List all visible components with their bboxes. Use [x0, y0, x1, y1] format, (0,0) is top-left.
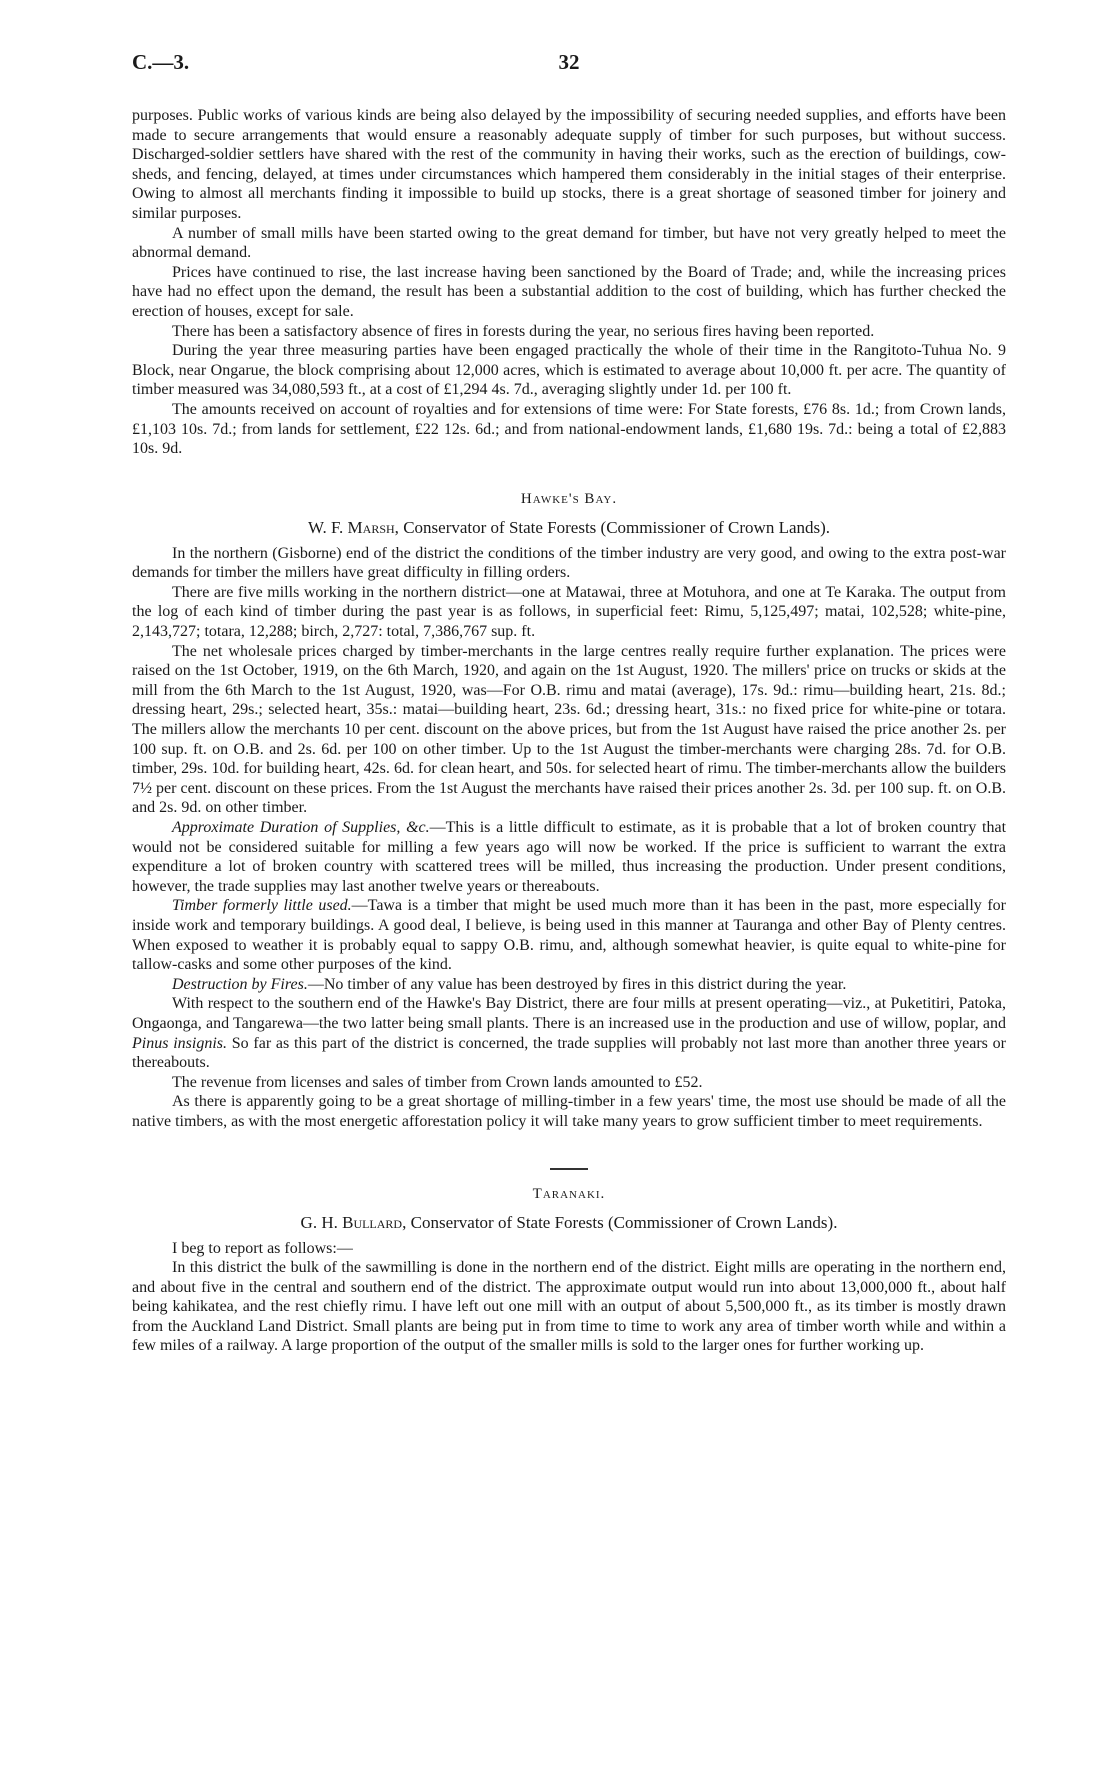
paragraph: The net wholesale prices charged by timber-merchants in the large centres really require further explanation. The prices were raised on the 1st October, 1919, on the 6th March, 1920, and again on the 1st August, 1920. The millers' price on trucks or skids at the mill from the 6th March to the 1st August, 1920, was—For O.B. rimu and matai (average), 17s. 9d.: rimu—building heart, 21s. 8d.; dressing heart, 29s.; selected heart, 35s.: matai—building heart, 23s. 6d.; dressing heart, 31s.: no fixed price for white-pine or totara. The millers allow the merchants 10 per cent. discount on the above prices, but from the 1st August have raised the price another 2s. per 100 sup. ft. on O.B. and 2s. 6d. per 100 on other timber. Up to the 1st August the timber-merchants were charging 28s. 7d. for O.B. timber, 29s. 10d. for building heart, 42s. 6d. for clean heart, and 50s. for selected heart of rimu. The timber-merchants allow the builders 7½ per cent. discount on these prices. From the 1st August the merchants have raised their prices another 2s. 3d. per 100 sup. ft. on O.B. and 2s. 9d. on other timber. [132, 642, 1006, 817]
subheading-supplies: Approximate Duration of Supplies, &c. [172, 819, 430, 836]
officer-title: Conservator of State Forests (Commissioner of Crown Lands). [398, 517, 831, 537]
section-heading: Taranaki. [532, 1185, 606, 1202]
paragraph: In the northern (Gisborne) end of the district the conditions of the timber industry are very good, and owing to the extra post-war demands for timber the millers have great difficulty in filling orders. [132, 544, 1006, 582]
subheading-fires: Destruction by Fires. [172, 975, 308, 993]
paragraph [132, 975, 1006, 995]
officer-line [132, 1213, 1006, 1233]
officer-title: Conservator of State Forests (Commissioner of Crown Lands). [406, 1212, 838, 1232]
paragraph-text: —This is a little difficult to estimate, as it is probable that a lot of broken country that would not be considered suitable for milling a few years ago will now be worked. If the price is sufficient to warrant the extra expenditure a lot of broken country with scattered trees will be milled, thus increasing the production. Under present conditions, however, the trade supplies may last another twelve years or thereabouts. [132, 819, 1007, 895]
paragraph-text: —Tawa is a timber that might be used much more than it has been in the past, more especially for inside work and temporary buildings. A good deal, I believe, is being used in this manner at Tauranga and other Bay of Plenty centres. When exposed to weather it is probably equal to sappy O.B. rimu, and, although somewhat heavier, is quite equal to white-pine for tallow-casks and some other purposes of the kind. [132, 897, 1006, 974]
paragraph: There has been a satisfactory absence of fires in forests during the year, no serious fires having been reported. [172, 322, 875, 340]
paragraph: purposes. Public works of various kinds are being also delayed by the impossibility of securing needed supplies, and efforts have been made to secure arrangements that would ensure a reasonably adequate supply of timber for such purposes, but without success. Discharged-soldier settlers have shared with the rest of the community in having their works, such as the erection of buildings, cow-sheds, and fencing, delayed, at times under circumstances which hampered them considerably in the initial stages of their enterprise. Owing to almost all merchants finding it impossible to build up stocks, there is a great shortage of seasoned timber for joinery and similar purposes. [132, 107, 1006, 222]
paragraph: There are five mills working in the northern district—one at Matawai, three at Motuhora, and one at Te Karaka. The output from the log of each kind of timber during the past year is as follows, in superficial feet: Rimu, 5,125,497; matai, 102,528; white-pine, 2,143,727; totara, 12,288; birch, 2,727: total, 7,386,767 sup. ft. [132, 583, 1006, 641]
page-header [132, 50, 1006, 106]
paragraph [132, 818, 1006, 896]
subheading-little-used: Timber formerly little used. [172, 897, 352, 915]
paragraph-text: So far as this part of the district is concerned, the trade supplies will probably not last more than another three years or thereabouts. [132, 1034, 1006, 1072]
hawkes-bay-section [132, 491, 1006, 1132]
paragraph [132, 896, 1006, 974]
paragraph-text: With respect to the southern end of the Hawke's Bay District, there are four mills at present operating—viz., at Puketitiri, Patoka, Ongaonga, and Tangarewa—the two latter being small plants. There is an increased use in the production and use of willow, poplar, and [132, 995, 1006, 1032]
paragraph: As there is apparently going to be a great shortage of milling-timber in a few years' time, the most use should be made of all the native timbers, as with the most energetic afforestation policy it will take many years to grow sufficient timber to meet requirements. [132, 1093, 1006, 1130]
officer-name: W. F. Marsh, [307, 517, 399, 537]
intro-section [132, 106, 1006, 459]
paragraph: A number of small mills have been started owing to the great demand for timber, but have not very greatly helped to meet the abnormal demand. [132, 224, 1006, 262]
taranaki-section [132, 1168, 1006, 1357]
paragraph: In this district the bulk of the sawmilling is done in the northern end of the district. Eight mills are operating in the northern end, and about five in the central and southern end of the district. The approximate output would run into about 13,000,000 ft., about half being kahikatea, and the rest chiefly rimu. I have left out one mill with an output of about 5,500,000 ft., as its timber is mostly drawn from the Auckland Land District. Small plants are being put in from time to time to work any area of timber worth while and within a few miles of a railway. A large proportion of the output of the smaller mills is sold to the larger ones for further working up. [132, 1259, 1006, 1355]
paragraph-text: —No timber of any value has been destroyed by fires in this district during the year. [307, 975, 847, 993]
paragraph: During the year three measuring parties have been engaged practically the whole of their time in the Rangitoto-Tuhua No. 9 Block, near Ongarue, the block comprising about 12,000 acres, which is estimated to average about 10,000 ft. per acre. The quantity of timber measured was 34,080,593 ft., at a cost of £1,294 4s. 7d., averaging slightly under 1d. per 100 ft. [132, 342, 1006, 399]
paragraph: The revenue from licenses and sales of timber from Crown lands amounted to £52. [172, 1073, 703, 1091]
officer-line [132, 518, 1006, 538]
paragraph: I beg to report as follows:— [172, 1239, 353, 1257]
species-name: Pinus insignis. [132, 1034, 227, 1052]
section-heading: Hawke's Bay. [520, 490, 618, 507]
page-number: 32 [558, 50, 580, 74]
paragraph [132, 994, 1006, 1072]
paragraph: The amounts received on account of royalties and for extensions of time were: For State forests, £76 8s. 1d.; from Crown lands, £1,103 10s. 7d.; from lands for settlement, £22 12s. 6d.; and from national-endowment lands, £1,680 19s. 7d.: being a total of £2,883 10s. 9d. [132, 400, 1006, 458]
section-divider [550, 1168, 588, 1170]
paragraph: Prices have continued to rise, the last increase having been sanctioned by the Board of Trade; and, while the increasing prices have had no effect upon the demand, the result has been a substantial addition to the cost of building, which has further checked the erection of houses, except for sale. [132, 263, 1006, 320]
officer-name: G. H. Bullard, [300, 1212, 407, 1232]
document-reference: C.—3. [132, 50, 190, 74]
